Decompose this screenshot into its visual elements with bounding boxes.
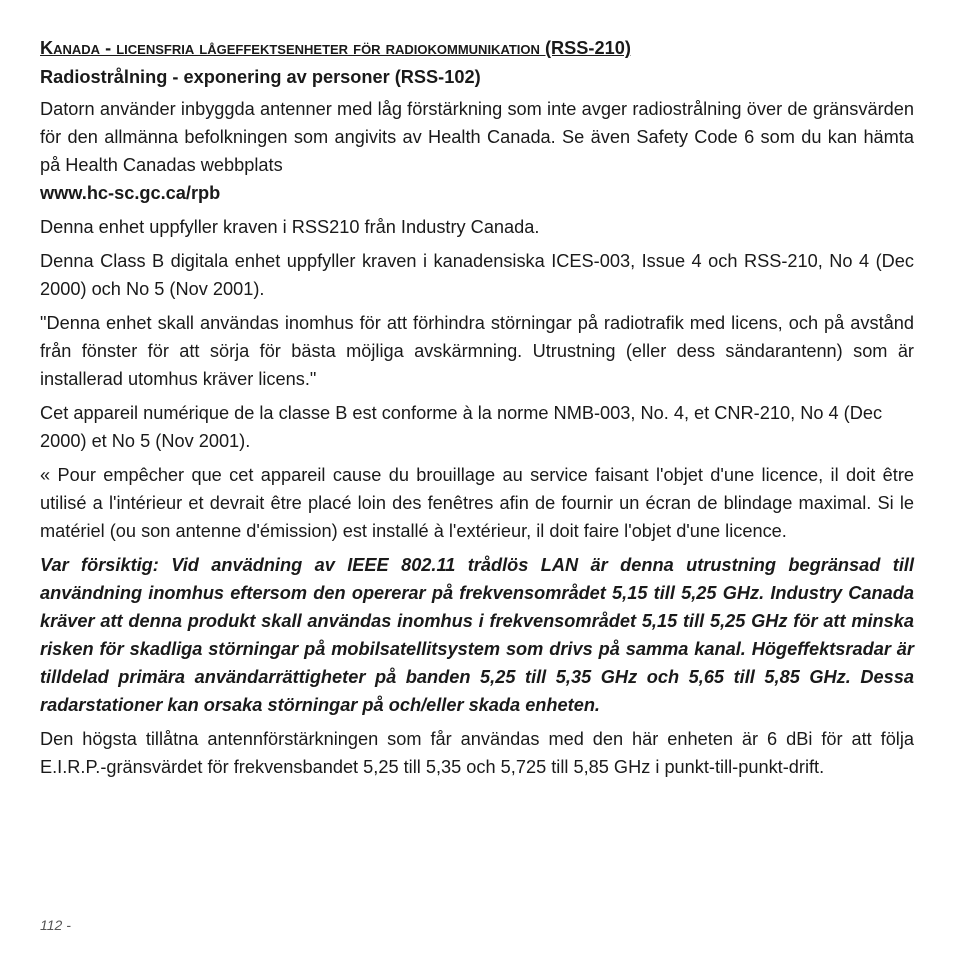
paragraph-nmb003-fr: Cet appareil numérique de la classe B est conforme à la norme NMB-003, No. 4, et CNR-210, No 4 (Dec 2000) et No 5 (Nov 2001).	[40, 403, 883, 451]
warning-paragraph: Var försiktig: Vid anvädning av IEEE 802.11 trådlös LAN är denna utrustning begränsad till användning inomhus eftersom den opererar på frekvensområdet 5,15 till 5,25 GHz. Industry Canada kräver att denna produkt skall användas inomhus i frekvensområdet 5,15 till 5,25 GHz för att minska risken för skadliga störningar på mobilsatellitsystem som drivs på samma kanal. Högeffektsradar är tilldelad primära användarrättigheter på banden 5,25 till 5,35 GHz och 5,65 till 5,85 GHz. Dessa radarstationer kan orsaka störningar på och/eller skada enheten.	[40, 555, 914, 715]
paragraph-licence-fr: « Pour empêcher que cet appareil cause du brouillage au service faisant l'objet d'une licence, il doit être utilisé a l'intérieur et devrait être placé loin des fenêtres afin de fournir un écran de blindage maximal. Si le matériel (ou son antenne d'émission) est installé à l'extérieur, il doit faire l'objet d'une licence.	[40, 465, 914, 541]
paragraph-indoor-use-sv: "Denna enhet skall användas inomhus för att förhindra störningar på radiotrafik med licens, och på avstånd från fönster för att sörja för bästa möjliga avskärmning. Utrustning (eller dess sändarantenn) som är installerad utomhus kräver licens."	[40, 313, 914, 389]
website-url: www.hc-sc.gc.ca/rpb	[40, 183, 221, 203]
section-heading	[40, 36, 914, 60]
section-heading-code: (RSS-210)	[544, 38, 631, 58]
page-number: 112 -	[40, 917, 71, 933]
section-heading-text: Kanada - licensfria lågeffektsenheter för radiokommunikation	[40, 38, 540, 58]
paragraph-antenna-gain: Den högsta tillåtna antennförstärkningen som får användas med den här enheten är 6 dBi för att följa E.I.R.P.-gränsvärdet för frekvensbandet 5,25 till 5,35 och 5,725 till 5,85 GHz i punkt-till-punkt-drift.	[40, 729, 914, 777]
paragraph-health-canada: Datorn använder inbyggda antenner med låg förstärkning som inte avger radiostrålning över de gränsvärden för den allmänna befolkningen som angivits av Health Canada. Se även Safety Code 6 som du kan hämta på Health Canadas webbplats	[40, 99, 914, 175]
document-page	[40, 36, 914, 787]
paragraph-ices003: Denna Class B digitala enhet uppfyller kraven i kanadensiska ICES-003, Issue 4 och RSS-210, No 4 (Dec 2000) och No 5 (Nov 2001).	[40, 251, 914, 299]
paragraph-rss210: Denna enhet uppfyller kraven i RSS210 från Industry Canada.	[40, 217, 540, 237]
subheading: Radiostrålning - exponering av personer (RSS-102)	[40, 67, 481, 87]
